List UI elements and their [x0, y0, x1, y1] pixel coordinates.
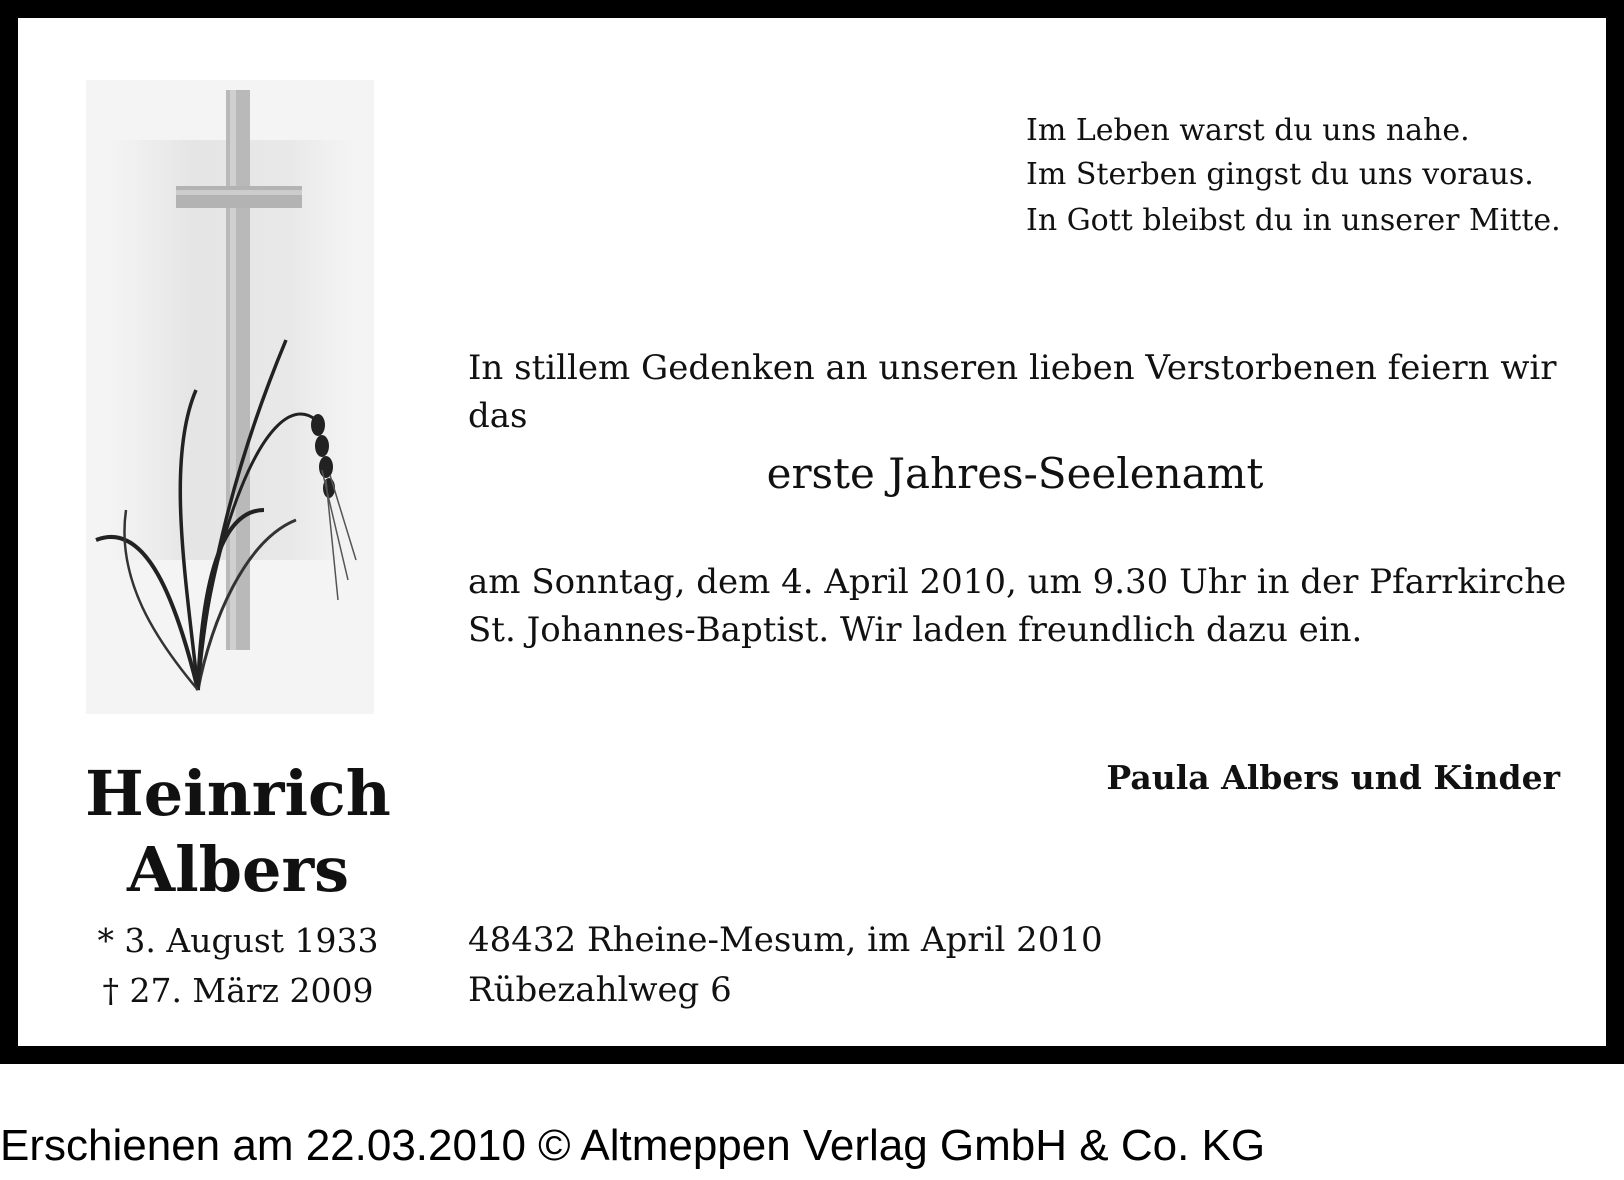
verse-line: Im Leben warst du uns nahe. [1026, 113, 1470, 148]
death-date: † 27. März 2009 [102, 971, 374, 1010]
place-date: 48432 Rheine-Mesum, im April 2010 [468, 920, 1103, 960]
announcement-intro: In stillem Gedenken an unseren lieben Verstorbenen feiern wir das [468, 348, 1557, 436]
birth-date: * 3. August 1933 [97, 921, 379, 960]
publication-footer: Erschienen am 22.03.2010 © Altmeppen Verlag GmbH & Co. KG [0, 1121, 1266, 1170]
verse-line: In Gott bleibst du in unserer Mitte. [1026, 203, 1561, 238]
verse-line: Im Sterben gingst du uns voraus. [1026, 157, 1534, 192]
signature: Paula Albers und Kinder [1106, 758, 1560, 797]
service-details: am Sonntag, dem 4. April 2010, um 9.30 Uhr in der Pfarrkirche St. Johannes-Baptist. Wir laden freundlich dazu ein. [468, 562, 1567, 650]
street-address: Rübezahlweg 6 [468, 970, 732, 1010]
deceased-last-name: Albers [126, 833, 350, 906]
deceased-first-name: Heinrich [85, 757, 391, 830]
cross-with-wheat-icon [86, 80, 374, 714]
service-title: erste Jahres-Seelenamt [766, 449, 1264, 498]
